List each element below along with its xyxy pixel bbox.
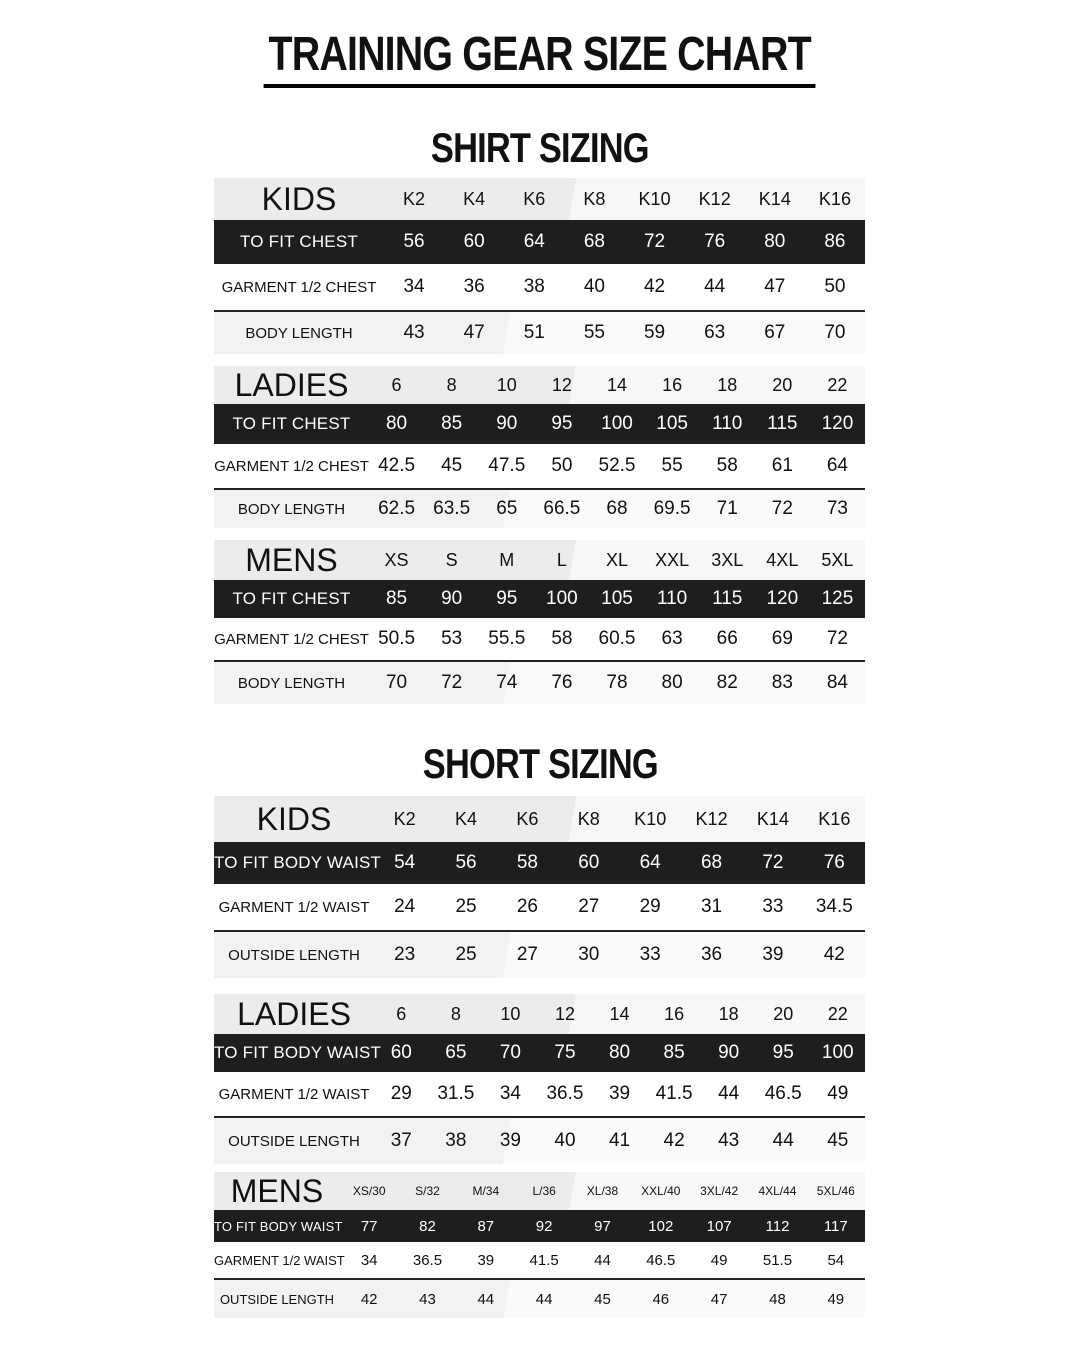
size-label: 5XL/46 bbox=[816, 1184, 855, 1198]
measurement-value: 44 bbox=[594, 1251, 611, 1269]
size-label: S bbox=[445, 549, 458, 570]
measurement-value: 25 bbox=[455, 944, 477, 965]
measurement-value: 47 bbox=[710, 1290, 728, 1308]
measurement-value: 33 bbox=[639, 944, 661, 965]
measurement-value: 45 bbox=[594, 1290, 611, 1308]
size-label: 22 bbox=[827, 1003, 848, 1024]
measurement-value: 47 bbox=[463, 322, 485, 343]
size-label: 3XL bbox=[711, 549, 744, 570]
measurement-value: 120 bbox=[766, 588, 799, 609]
measurement-label: GARMENT 1/2 WAIST bbox=[218, 1085, 370, 1103]
measurement-value: 95 bbox=[496, 588, 518, 609]
size-label: 20 bbox=[772, 374, 793, 395]
measurement-row-garment-1-2-chest bbox=[214, 444, 865, 490]
measurement-value: 77 bbox=[360, 1217, 378, 1235]
measurement-value: 42 bbox=[823, 944, 845, 965]
measurement-value: 85 bbox=[385, 588, 408, 609]
measurement-value: 80 bbox=[385, 413, 408, 434]
measurement-value: 56 bbox=[403, 231, 425, 252]
measurement-value: 63 bbox=[704, 322, 726, 343]
measurement-value: 72 bbox=[762, 852, 784, 873]
measurement-value: 110 bbox=[712, 413, 743, 434]
measurement-value: 60 bbox=[578, 852, 600, 873]
measurement-value: 66.5 bbox=[543, 498, 581, 519]
measurement-label: GARMENT 1/2 WAIST bbox=[218, 898, 370, 916]
measurement-value: 39 bbox=[762, 944, 784, 965]
measurement-value: 23 bbox=[394, 944, 416, 965]
measurement-value: 90 bbox=[441, 588, 463, 609]
shirt-ladies-table bbox=[214, 366, 865, 528]
measurement-label: OUTSIDE LENGTH bbox=[219, 1291, 335, 1307]
measurement-value: 43 bbox=[403, 322, 425, 343]
measurement-row-garment-1-2-chest bbox=[214, 264, 865, 312]
measurement-value: 72 bbox=[643, 231, 666, 252]
measurement-value: 86 bbox=[824, 231, 846, 252]
measurement-label: BODY LENGTH bbox=[237, 674, 346, 692]
measurement-value: 73 bbox=[826, 498, 848, 519]
measurement-value: 100 bbox=[821, 1042, 854, 1063]
measurement-value: 50 bbox=[824, 276, 846, 297]
measurement-value: 66 bbox=[716, 628, 738, 649]
measurement-value: 65 bbox=[445, 1042, 467, 1063]
measurement-value: 70 bbox=[824, 322, 846, 343]
measurement-value: 69 bbox=[771, 628, 793, 649]
measurement-value: 80 bbox=[764, 231, 786, 252]
size-label: S/32 bbox=[415, 1184, 440, 1198]
shirt-sizing-heading: SHIRT SIZING bbox=[431, 124, 649, 171]
measurement-row-to-fit-body-waist bbox=[214, 842, 865, 884]
measurement-row-to-fit-chest bbox=[214, 404, 865, 444]
measurement-value: 80 bbox=[661, 672, 683, 693]
measurement-value: 41.5 bbox=[529, 1251, 559, 1269]
measurement-value: 27 bbox=[516, 944, 538, 965]
measurement-value: 34 bbox=[360, 1251, 378, 1269]
size-label: K10 bbox=[638, 188, 671, 209]
measurement-value: 46.5 bbox=[646, 1251, 676, 1269]
measurement-value: 95 bbox=[551, 413, 573, 434]
measurement-label: OUTSIDE LENGTH bbox=[228, 1132, 360, 1150]
measurement-label: GARMENT 1/2 CHEST bbox=[214, 457, 369, 475]
measurement-value: 39 bbox=[477, 1251, 495, 1269]
measurement-value: 90 bbox=[496, 413, 518, 434]
size-label: L bbox=[556, 549, 567, 570]
measurement-value: 100 bbox=[601, 413, 633, 434]
measurement-value: 39 bbox=[499, 1130, 521, 1151]
measurement-value: 50 bbox=[551, 455, 573, 476]
measurement-value: 29 bbox=[639, 896, 661, 917]
measurement-row-garment-1-2-waist bbox=[214, 1072, 865, 1118]
measurement-value: 36.5 bbox=[546, 1083, 584, 1104]
measurement-label: GARMENT 1/2 CHEST bbox=[221, 278, 377, 296]
size-label: XS/30 bbox=[352, 1184, 386, 1198]
measurement-value: 42 bbox=[663, 1130, 685, 1151]
size-label: 10 bbox=[496, 374, 517, 395]
measurement-row-body-length bbox=[214, 312, 865, 354]
measurement-value: 44 bbox=[772, 1130, 794, 1151]
measurement-value: 38 bbox=[445, 1130, 467, 1151]
size-label: 5XL bbox=[821, 549, 854, 570]
measurement-value: 72 bbox=[441, 672, 463, 693]
measurement-value: 61 bbox=[771, 455, 793, 476]
measurement-value: 76 bbox=[551, 672, 573, 693]
short-ladies-table bbox=[214, 994, 865, 1164]
measurement-label: BODY LENGTH bbox=[237, 500, 346, 518]
measurement-value: 68 bbox=[700, 852, 723, 873]
measurement-value: 117 bbox=[823, 1217, 848, 1235]
measurement-value: 97 bbox=[594, 1217, 611, 1235]
category-label: KIDS bbox=[261, 180, 337, 217]
measurement-value: 30 bbox=[578, 944, 600, 965]
measurement-label: TO FIT BODY WAIST bbox=[214, 1043, 382, 1062]
measurement-value: 41 bbox=[608, 1130, 631, 1151]
size-label: 8 bbox=[446, 374, 457, 395]
size-label: K2 bbox=[403, 188, 426, 209]
measurement-value: 34 bbox=[499, 1083, 521, 1104]
measurement-value: 49 bbox=[827, 1083, 849, 1104]
measurement-value: 68 bbox=[583, 231, 605, 252]
size-label: K14 bbox=[756, 808, 789, 829]
measurement-value: 80 bbox=[608, 1042, 631, 1063]
shirt-kids-table bbox=[214, 178, 865, 354]
measurement-value: 44 bbox=[718, 1083, 740, 1104]
measurement-row-garment-1-2-waist bbox=[214, 1242, 865, 1280]
measurement-value: 90 bbox=[718, 1042, 740, 1063]
size-header-row bbox=[214, 796, 865, 842]
size-label: 18 bbox=[717, 374, 738, 395]
size-label: 3XL/42 bbox=[700, 1184, 739, 1198]
measurement-value: 85 bbox=[441, 413, 463, 434]
measurement-row-outside-length bbox=[214, 932, 865, 978]
size-label: K8 bbox=[583, 188, 606, 209]
size-label: K6 bbox=[523, 188, 546, 209]
measurement-value: 70 bbox=[499, 1042, 521, 1063]
category-label: MENS bbox=[230, 1172, 324, 1209]
size-label: K16 bbox=[818, 808, 851, 829]
measurement-value: 47.5 bbox=[488, 455, 526, 476]
measurement-value: 72 bbox=[771, 498, 793, 519]
measurement-value: 60.5 bbox=[598, 628, 636, 649]
measurement-value: 84 bbox=[826, 672, 848, 693]
measurement-value: 46.5 bbox=[764, 1083, 802, 1104]
measurement-value: 42 bbox=[360, 1290, 378, 1308]
short-kids-table bbox=[214, 796, 865, 978]
size-label: 16 bbox=[662, 374, 683, 395]
measurement-value: 67 bbox=[764, 322, 786, 343]
measurement-label: GARMENT 1/2 CHEST bbox=[214, 630, 369, 648]
measurement-row-to-fit-body-waist bbox=[214, 1034, 865, 1072]
measurement-value: 36.5 bbox=[412, 1251, 443, 1269]
measurement-value: 46 bbox=[652, 1290, 670, 1308]
measurement-value: 55 bbox=[583, 322, 605, 343]
measurement-value: 34.5 bbox=[815, 896, 853, 917]
size-label: K4 bbox=[463, 188, 486, 209]
page-title: TRAINING GEAR SIZE CHART bbox=[0, 26, 1080, 88]
size-label: 16 bbox=[664, 1003, 685, 1024]
measurement-value: 112 bbox=[765, 1217, 790, 1235]
measurement-value: 39 bbox=[608, 1083, 631, 1104]
measurement-value: 50.5 bbox=[378, 628, 416, 649]
measurement-label: TO FIT BODY WAIST bbox=[214, 853, 382, 872]
size-label: 18 bbox=[718, 1003, 739, 1024]
size-label: 14 bbox=[606, 374, 627, 395]
measurement-value: 49 bbox=[710, 1251, 728, 1269]
size-label: K16 bbox=[818, 188, 851, 209]
measurement-value: 63 bbox=[661, 628, 683, 649]
measurement-value: 76 bbox=[704, 231, 726, 252]
measurement-value: 54 bbox=[394, 852, 416, 873]
size-header-row bbox=[214, 366, 865, 404]
size-label: XL bbox=[605, 549, 628, 570]
measurement-value: 31.5 bbox=[437, 1083, 475, 1104]
measurement-row-outside-length bbox=[214, 1280, 865, 1318]
measurement-value: 27 bbox=[578, 896, 600, 917]
size-label: K8 bbox=[577, 808, 600, 829]
size-label: 12 bbox=[551, 374, 572, 395]
size-label: K12 bbox=[698, 188, 731, 209]
size-header-row bbox=[214, 178, 865, 220]
measurement-value: 102 bbox=[648, 1217, 674, 1235]
measurement-label: BODY LENGTH bbox=[245, 324, 353, 342]
size-label: L/36 bbox=[532, 1184, 556, 1198]
measurement-value: 71 bbox=[716, 498, 738, 519]
measurement-value: 64 bbox=[523, 231, 545, 252]
measurement-value: 42.5 bbox=[378, 455, 416, 476]
measurement-value: 24 bbox=[394, 896, 416, 917]
size-label: K2 bbox=[393, 808, 416, 829]
size-label: 10 bbox=[500, 1003, 521, 1024]
size-label: 4XL bbox=[766, 549, 799, 570]
size-label: M bbox=[499, 549, 515, 570]
size-label: 8 bbox=[450, 1003, 461, 1024]
measurement-value: 49 bbox=[827, 1290, 845, 1308]
measurement-value: 60 bbox=[463, 231, 485, 252]
measurement-value: 115 bbox=[712, 588, 743, 609]
measurement-label: TO FIT CHEST bbox=[232, 414, 351, 433]
measurement-row-to-fit-body-waist bbox=[214, 1210, 865, 1242]
size-label: XXL bbox=[655, 549, 690, 570]
measurement-value: 44 bbox=[535, 1290, 553, 1308]
measurement-value: 58 bbox=[716, 455, 738, 476]
size-label: 12 bbox=[554, 1003, 575, 1024]
measurement-label: GARMENT 1/2 WAIST bbox=[214, 1252, 345, 1268]
size-label: K10 bbox=[634, 808, 667, 829]
measurement-value: 37 bbox=[390, 1130, 412, 1151]
measurement-value: 56 bbox=[455, 852, 477, 873]
measurement-label: TO FIT BODY WAIST bbox=[214, 1218, 343, 1234]
measurement-row-outside-length bbox=[214, 1118, 865, 1164]
measurement-value: 107 bbox=[706, 1217, 732, 1235]
size-header-row bbox=[214, 1172, 865, 1210]
measurement-value: 43 bbox=[718, 1130, 740, 1151]
measurement-value: 69.5 bbox=[653, 498, 691, 519]
measurement-value: 58 bbox=[551, 628, 573, 649]
size-label: 20 bbox=[773, 1003, 794, 1024]
measurement-value: 31 bbox=[700, 896, 723, 917]
size-label: 22 bbox=[827, 374, 848, 395]
measurement-row-garment-1-2-waist bbox=[214, 884, 865, 932]
measurement-value: 125 bbox=[821, 588, 854, 609]
measurement-value: 54 bbox=[827, 1251, 845, 1269]
measurement-value: 78 bbox=[606, 672, 628, 693]
measurement-value: 36 bbox=[463, 276, 485, 297]
measurement-label: OUTSIDE LENGTH bbox=[228, 946, 360, 964]
measurement-value: 75 bbox=[554, 1042, 576, 1063]
measurement-value: 43 bbox=[419, 1290, 436, 1308]
measurement-row-to-fit-chest bbox=[214, 220, 865, 264]
measurement-value: 40 bbox=[583, 276, 605, 297]
measurement-value: 70 bbox=[385, 672, 408, 693]
measurement-label: TO FIT CHEST bbox=[232, 589, 351, 608]
measurement-value: 25 bbox=[455, 896, 477, 917]
measurement-label: TO FIT CHEST bbox=[240, 232, 358, 251]
measurement-value: 41.5 bbox=[655, 1083, 693, 1104]
short-sizing-heading: SHORT SIZING bbox=[422, 740, 658, 787]
measurement-value: 38 bbox=[523, 276, 545, 297]
size-header-row bbox=[214, 540, 865, 580]
measurement-value: 120 bbox=[821, 413, 854, 434]
measurement-value: 110 bbox=[656, 588, 688, 609]
size-label: 14 bbox=[609, 1003, 630, 1024]
measurement-row-garment-1-2-chest bbox=[214, 618, 865, 662]
category-label: LADIES bbox=[234, 366, 349, 403]
measurement-value: 55 bbox=[661, 455, 683, 476]
measurement-value: 53 bbox=[441, 628, 463, 649]
measurement-value: 44 bbox=[477, 1290, 495, 1308]
size-label: XS bbox=[384, 549, 409, 570]
measurement-value: 115 bbox=[767, 413, 798, 434]
measurement-value: 68 bbox=[606, 498, 628, 519]
measurement-value: 63.5 bbox=[433, 498, 471, 519]
size-label: 4XL/44 bbox=[758, 1184, 797, 1198]
measurement-value: 82 bbox=[419, 1217, 436, 1235]
measurement-value: 51 bbox=[523, 322, 545, 343]
category-label: LADIES bbox=[237, 995, 351, 1032]
measurement-row-to-fit-chest bbox=[214, 580, 865, 618]
measurement-value: 72 bbox=[826, 628, 848, 649]
measurement-value: 55.5 bbox=[488, 628, 526, 649]
measurement-value: 64 bbox=[639, 852, 661, 873]
measurement-value: 51.5 bbox=[762, 1251, 793, 1269]
short-mens-table bbox=[214, 1172, 865, 1318]
size-label: K4 bbox=[455, 808, 478, 829]
shirt-mens-table bbox=[214, 540, 865, 704]
measurement-value: 74 bbox=[496, 672, 518, 693]
measurement-value: 59 bbox=[643, 322, 666, 343]
measurement-value: 40 bbox=[554, 1130, 576, 1151]
measurement-row-body-length bbox=[214, 662, 865, 704]
measurement-value: 45 bbox=[441, 455, 463, 476]
measurement-value: 62.5 bbox=[378, 498, 416, 519]
measurement-value: 47 bbox=[764, 276, 786, 297]
measurement-value: 83 bbox=[771, 672, 793, 693]
measurement-value: 60 bbox=[390, 1042, 412, 1063]
measurement-value: 42 bbox=[643, 276, 666, 297]
measurement-value: 26 bbox=[516, 896, 538, 917]
size-label: K6 bbox=[516, 808, 539, 829]
category-label: KIDS bbox=[256, 800, 332, 837]
measurement-value: 64 bbox=[826, 455, 848, 476]
measurement-value: 87 bbox=[477, 1217, 495, 1235]
measurement-value: 65 bbox=[496, 498, 518, 519]
size-label: M/34 bbox=[472, 1184, 500, 1198]
size-header-row bbox=[214, 994, 865, 1034]
measurement-value: 92 bbox=[535, 1217, 553, 1235]
measurement-value: 45 bbox=[827, 1130, 849, 1151]
measurement-value: 82 bbox=[716, 672, 738, 693]
measurement-row-body-length bbox=[214, 490, 865, 528]
size-label: XXL/40 bbox=[641, 1184, 681, 1198]
measurement-value: 105 bbox=[656, 413, 688, 434]
measurement-value: 29 bbox=[390, 1083, 412, 1104]
category-label: MENS bbox=[245, 541, 338, 578]
measurement-value: 85 bbox=[663, 1042, 685, 1063]
measurement-value: 44 bbox=[704, 276, 726, 297]
size-label: K12 bbox=[695, 808, 728, 829]
measurement-value: 36 bbox=[700, 944, 723, 965]
measurement-value: 95 bbox=[772, 1042, 794, 1063]
size-label: K14 bbox=[758, 188, 791, 209]
measurement-value: 52.5 bbox=[598, 455, 636, 476]
size-label: 6 bbox=[391, 374, 402, 395]
size-label: XL/38 bbox=[586, 1184, 619, 1198]
size-label: 6 bbox=[396, 1003, 407, 1024]
measurement-value: 58 bbox=[516, 852, 538, 873]
measurement-value: 48 bbox=[769, 1290, 786, 1308]
measurement-value: 100 bbox=[546, 588, 578, 609]
measurement-value: 76 bbox=[823, 852, 845, 873]
measurement-value: 105 bbox=[601, 588, 633, 609]
measurement-value: 33 bbox=[762, 896, 784, 917]
measurement-value: 34 bbox=[403, 276, 425, 297]
